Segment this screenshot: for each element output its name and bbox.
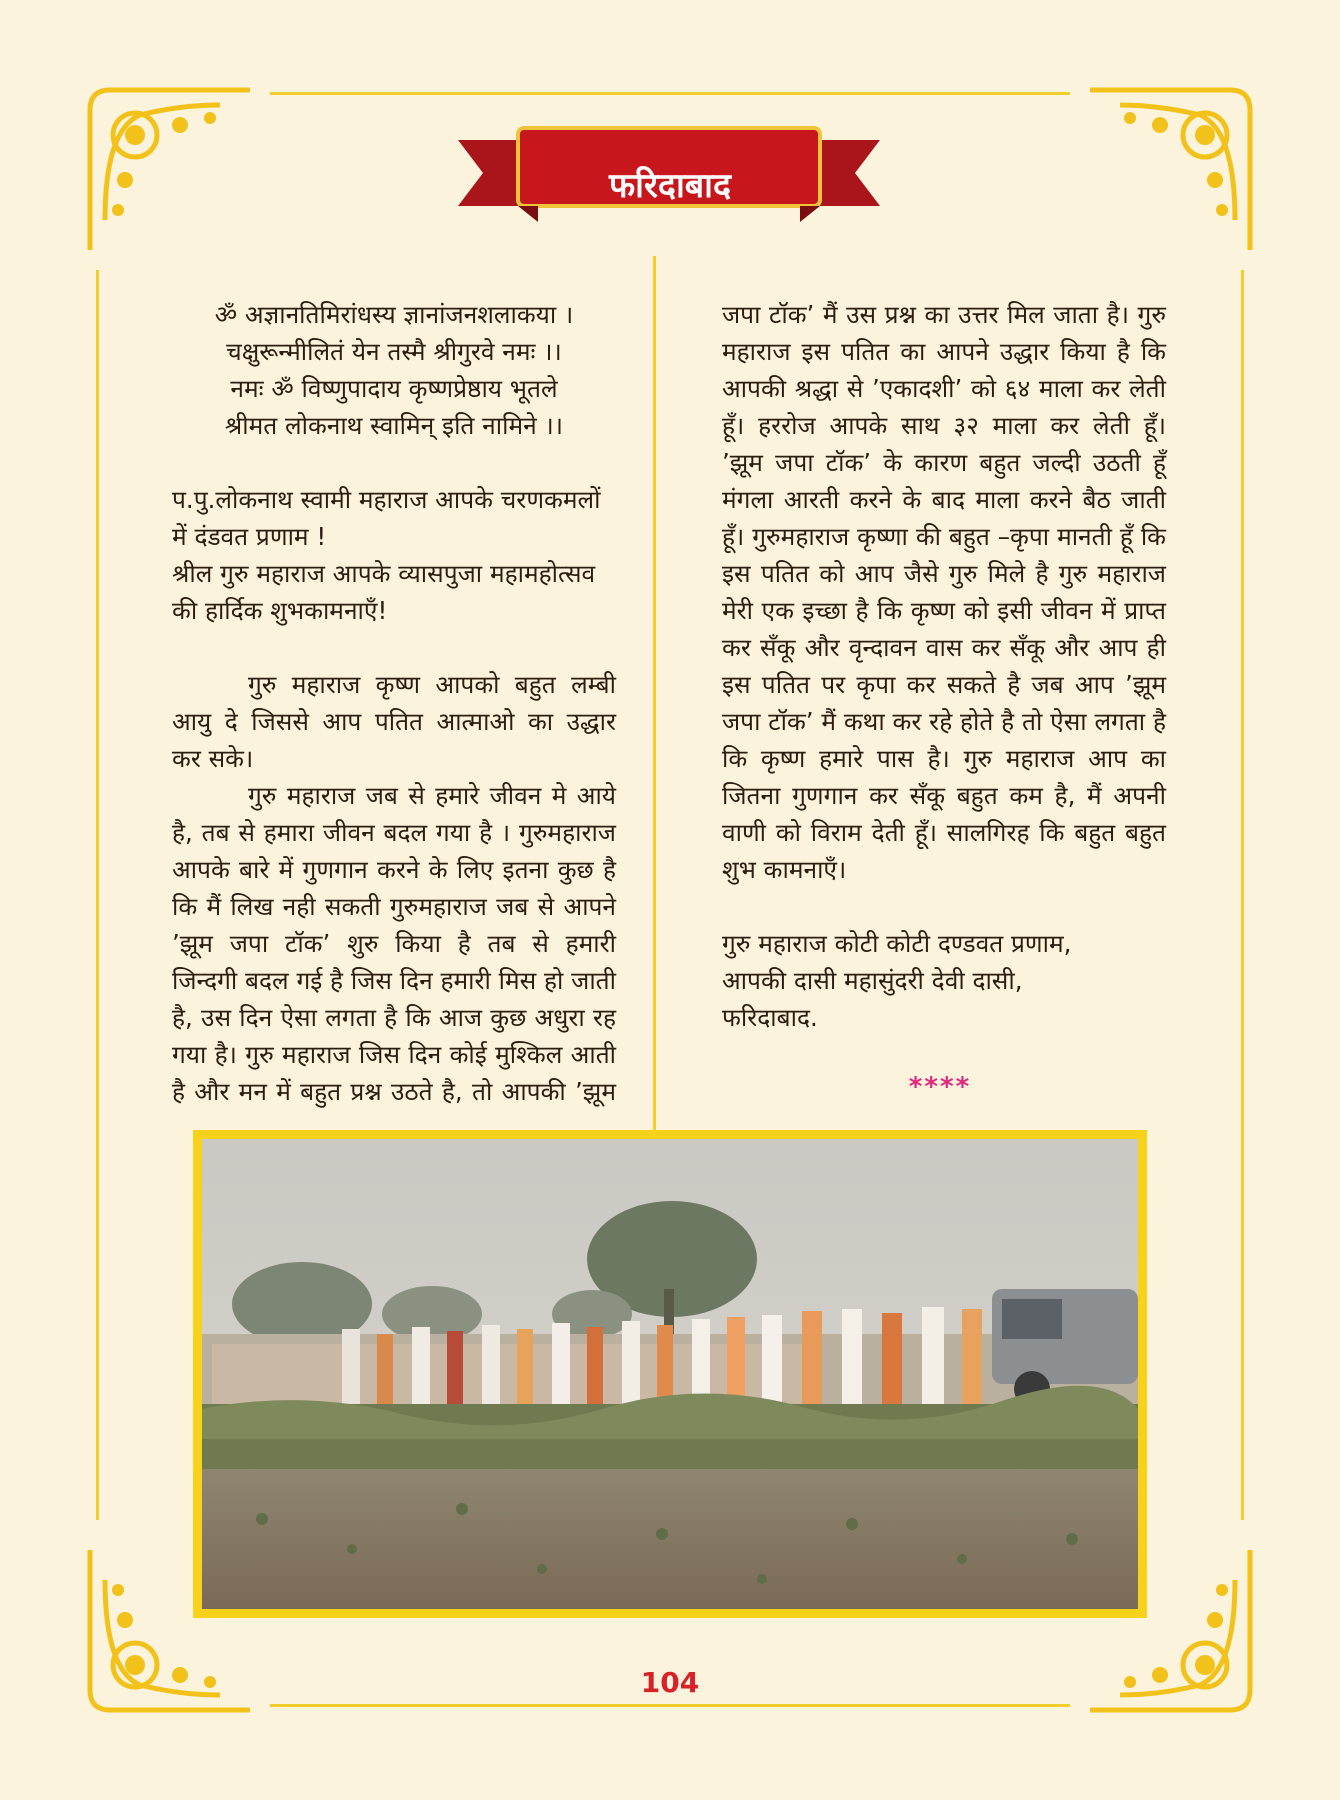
text-line: शुभ कामनाएँ। bbox=[722, 855, 847, 884]
frame-bottom-line bbox=[270, 1704, 1070, 1707]
text-line: की हार्दिक शुभकामनाएँ! bbox=[172, 596, 388, 625]
verse-line: चक्षुरून्मीलितं येन तस्मै श्रीगुरवे नमः ।। bbox=[226, 337, 562, 366]
left-column bbox=[172, 296, 616, 1110]
frame-right-line bbox=[1241, 270, 1244, 1520]
text-line: जपा टॉक’ मैं उस प्रश्न का उत्तर मिल जाता है। गुरु bbox=[722, 300, 1166, 329]
verse-line: ॐ अज्ञानतिमिरांधस्य ज्ञानांजनशलाकया । bbox=[214, 300, 574, 329]
frame-left-line bbox=[96, 270, 99, 1520]
text-line: जपा टॉक’ मैं कथा कर रहे होते है तो ऐसा लगता है bbox=[722, 707, 1166, 736]
section-stars: **** bbox=[908, 1072, 972, 1102]
text-line: हूँ। गुरुमहाराज कृष्णा की बहुत –कृपा मानती हूँ कि bbox=[722, 522, 1166, 551]
text-line: मेरी एक इच्छा है कि कृष्ण को इसी जीवन में प्राप्त bbox=[722, 596, 1166, 625]
corner-ornament-top-left bbox=[70, 70, 270, 270]
signature-line: आपकी दासी महासुंदरी देवी दासी, bbox=[722, 966, 1023, 995]
text-line: है और मन में बहुत प्रश्न उठते है, तो आपकी ’झूम bbox=[172, 1077, 616, 1106]
text-line: में दंडवत प्रणाम ! bbox=[172, 522, 327, 551]
text-line: वाणी को विराम देती हूँ। सालगिरह कि बहुत बहुत bbox=[722, 818, 1166, 847]
text-line: आपके बारे में गुणगान करने के लिए इतना कुछ है bbox=[172, 855, 616, 884]
text-line: आयु दे जिससे आप पतित आत्माओ का उद्धार bbox=[172, 707, 616, 736]
sanskrit-verse bbox=[172, 296, 616, 444]
signature-line: गुरु महाराज कोटी कोटी दण्डवत प्रणाम, bbox=[722, 929, 1072, 958]
text-line: महाराज इस पतित का आपने उद्धार किया है कि bbox=[722, 337, 1166, 366]
paragraph-1 bbox=[172, 666, 616, 777]
text-line: हूँ। हररोज आपके साथ ३२ माला कर लेती हूँ। bbox=[722, 411, 1166, 440]
text-line: गया है। गुरु महाराज जिस दिन कोई मुश्किल आती bbox=[172, 1040, 616, 1069]
greeting bbox=[172, 481, 616, 629]
corner-ornament-top-right bbox=[1070, 70, 1270, 270]
text-line: कर सँकू और वृन्दावन वास कर सँकू और आप ही bbox=[722, 633, 1166, 662]
paragraph-3 bbox=[722, 296, 1166, 888]
text-line: कर सके। bbox=[172, 744, 254, 773]
text-line: कि मैं लिख नही सकती गुरुमहाराज जब से आपने bbox=[172, 892, 616, 921]
right-column bbox=[722, 296, 1166, 1036]
column-divider bbox=[653, 256, 656, 1132]
frame-top-line bbox=[270, 92, 1070, 95]
text-line: जिन्दगी बदल गई है जिस दिन हमारी मिस हो जाती bbox=[172, 966, 616, 995]
text-line: ’झूम जपा टॉक’ के कारण बहुत जल्दी उठती हूँ bbox=[722, 448, 1166, 477]
text-line: है, तब से हमारा जीवन बदल गया है । गुरुमहाराज bbox=[172, 818, 616, 847]
procession-photo bbox=[193, 1130, 1147, 1618]
text-line: इस पतित को आप जैसे गुरु मिले है गुरु महाराज bbox=[722, 559, 1166, 588]
signature bbox=[722, 925, 1166, 1036]
verse-line: श्रीमत लोकनाथ स्वामिन् इति नामिने ।। bbox=[224, 411, 564, 440]
text-line: गुरु महाराज जब से हमारे जीवन मे आये bbox=[248, 781, 616, 810]
paragraph-2 bbox=[172, 777, 616, 1110]
page-number: 104 bbox=[640, 1666, 700, 1699]
text-line: ’झूम जपा टॉक’ शुरु किया है तब से हमारी bbox=[172, 929, 616, 958]
text-line: प.पु.लोकनाथ स्वामी महाराज आपके चरणकमलों bbox=[172, 485, 601, 514]
procession-photo-image bbox=[202, 1139, 1138, 1609]
text-line: आपकी श्रद्धा से ’एकादशी’ को ६४ माला कर लेती bbox=[722, 374, 1166, 403]
text-line: इस पतित पर कृपा कर सकते है जब आप ’झूम bbox=[722, 670, 1166, 699]
text-line: श्रील गुरु महाराज आपके व्यासपुजा महामहोत्सव bbox=[172, 559, 596, 588]
text-line: है, उस दिन ऐसा लगता है कि आज कुछ अधुरा रह bbox=[172, 1003, 616, 1032]
verse-line: नमः ॐ विष्णुपादाय कृष्णप्रेष्ठाय भूतले bbox=[230, 374, 558, 403]
text-line: मंगला आरती करने के बाद माला करने बैठ जाती bbox=[722, 485, 1166, 514]
text-line: कि कृष्ण हमारे पास है। गुरु महाराज आप का bbox=[722, 744, 1166, 773]
signature-line: फरिदाबाद. bbox=[722, 1003, 818, 1032]
page-title: फरिदाबाद bbox=[608, 166, 732, 206]
text-line: जितना गुणगान कर सँकू बहुत कम है, मैं अपनी bbox=[722, 781, 1166, 810]
text-line: गुरु महाराज कृष्ण आपको बहुत लम्बी bbox=[248, 670, 616, 699]
